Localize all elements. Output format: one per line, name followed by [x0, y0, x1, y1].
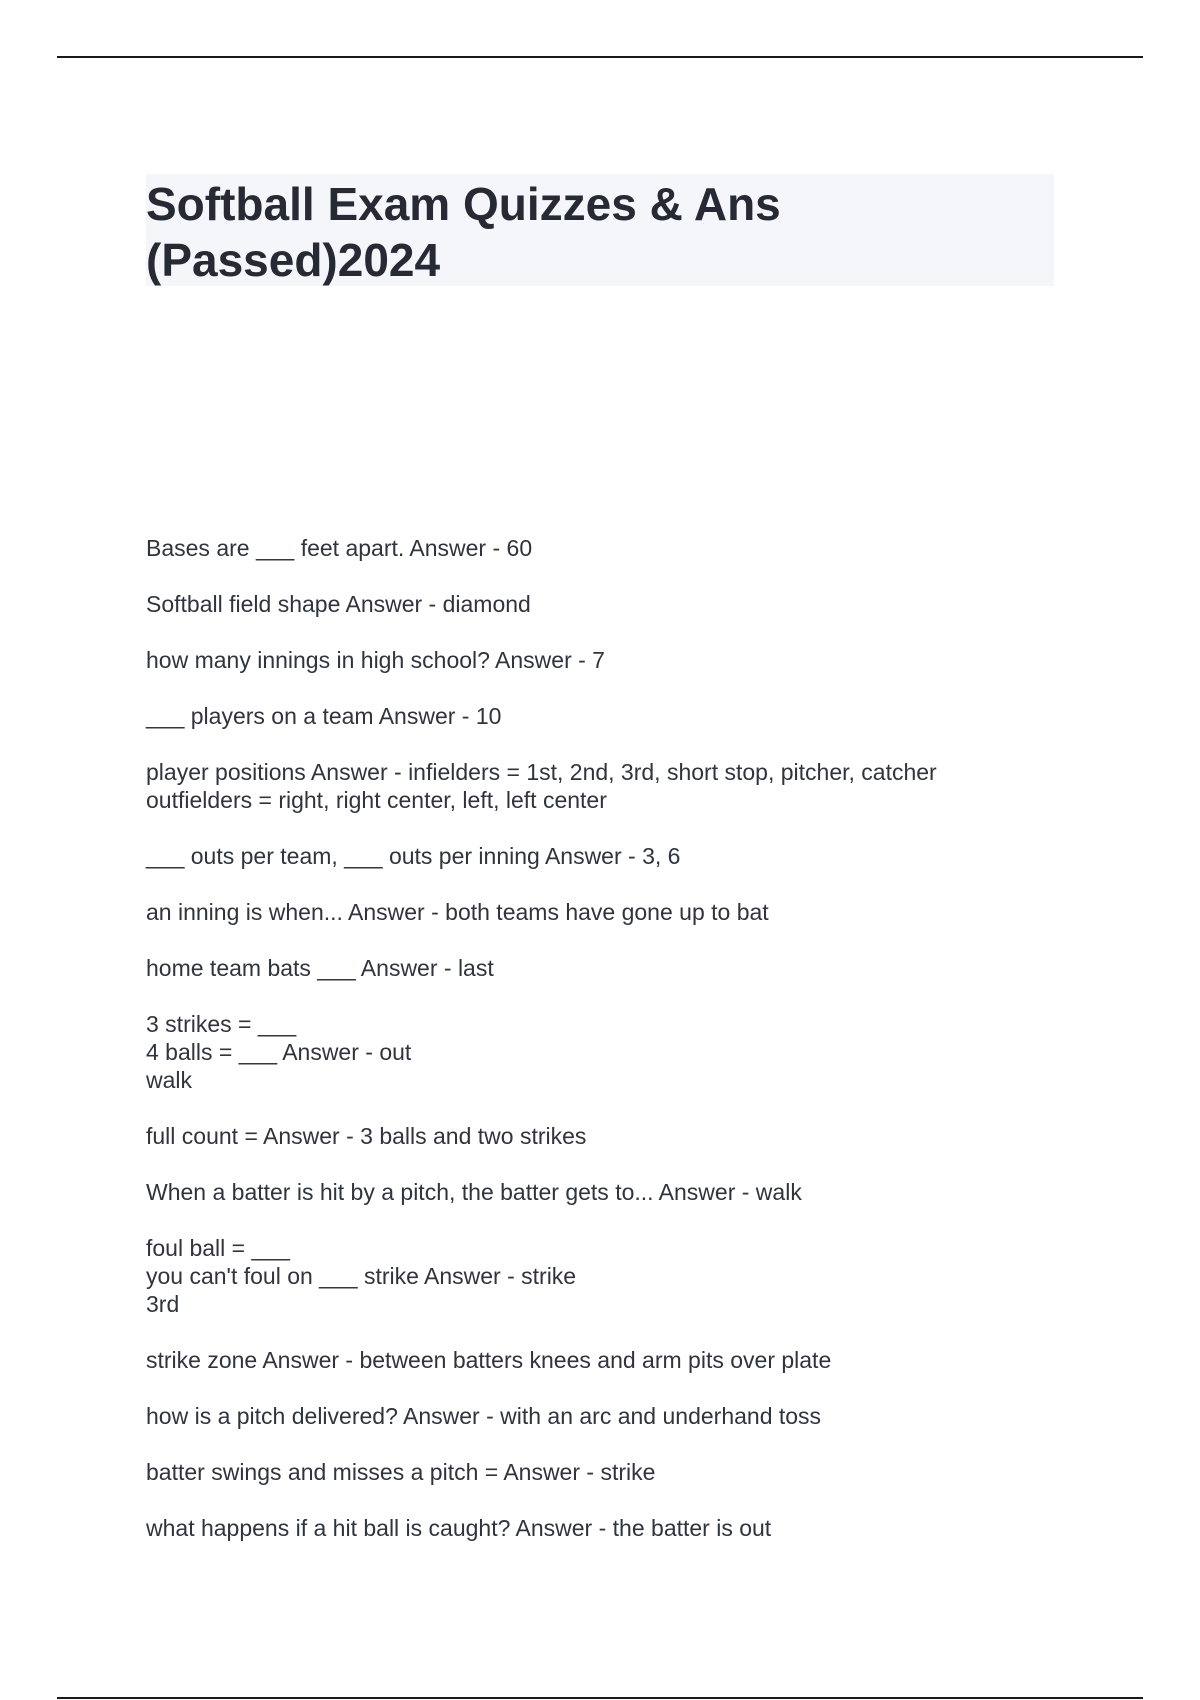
- qa-line: foul ball = ___: [146, 1235, 290, 1261]
- qa-item: [146, 1346, 1076, 1374]
- qa-item: [146, 1178, 1076, 1206]
- qa-item: [146, 1458, 1076, 1486]
- qa-line: ___ players on a team Answer - 10: [146, 703, 502, 729]
- qa-item: [146, 1514, 1076, 1542]
- qa-item: [146, 1010, 1076, 1094]
- qa-item: [146, 954, 1076, 982]
- bottom-rule: [57, 1697, 1143, 1699]
- qa-line: 3rd: [146, 1291, 180, 1317]
- qa-line: 3 strikes = ___: [146, 1011, 297, 1037]
- qa-item: [146, 534, 1076, 562]
- qa-list: [146, 534, 1076, 1570]
- qa-line: an inning is when... Answer - both teams have gone up to bat: [146, 899, 769, 925]
- qa-item: [146, 590, 1076, 618]
- qa-line: player positions Answer - infielders = 1st, 2nd, 3rd, short stop, pitcher, catcher: [146, 759, 937, 785]
- qa-item: [146, 758, 1076, 814]
- qa-line: how many innings in high school? Answer - 7: [146, 647, 605, 673]
- qa-item: [146, 1234, 1076, 1318]
- document-title: [146, 174, 1054, 288]
- qa-item: [146, 646, 1076, 674]
- qa-line: Softball field shape Answer - diamond: [146, 591, 531, 617]
- qa-item: [146, 842, 1076, 870]
- qa-line: 4 balls = ___ Answer - out: [146, 1039, 412, 1065]
- qa-item: [146, 1402, 1076, 1430]
- qa-line: you can't foul on ___ strike Answer - strike: [146, 1263, 577, 1289]
- qa-line: outfielders = right, right center, left, left center: [146, 787, 607, 813]
- qa-line: full count = Answer - 3 balls and two strikes: [146, 1123, 587, 1149]
- qa-line: Bases are ___ feet apart. Answer - 60: [146, 535, 533, 561]
- qa-line: strike zone Answer - between batters knees and arm pits over plate: [146, 1347, 832, 1373]
- qa-item: [146, 702, 1076, 730]
- qa-line: When a batter is hit by a pitch, the batter gets to... Answer - walk: [146, 1179, 802, 1205]
- qa-line: home team bats ___ Answer - last: [146, 955, 494, 981]
- top-rule: [57, 56, 1143, 58]
- qa-line: ___ outs per team, ___ outs per inning Answer - 3, 6: [146, 843, 681, 869]
- title-line-1: Softball Exam Quizzes & Ans: [146, 178, 781, 230]
- title-line-2: (Passed)2024: [146, 234, 441, 286]
- qa-line: walk: [146, 1067, 193, 1093]
- qa-line: how is a pitch delivered? Answer - with an arc and underhand toss: [146, 1403, 822, 1429]
- title-block: [146, 174, 1054, 286]
- qa-item: [146, 898, 1076, 926]
- qa-line: batter swings and misses a pitch = Answer - strike: [146, 1459, 656, 1485]
- qa-line: what happens if a hit ball is caught? Answer - the batter is out: [146, 1515, 772, 1541]
- qa-item: [146, 1122, 1076, 1150]
